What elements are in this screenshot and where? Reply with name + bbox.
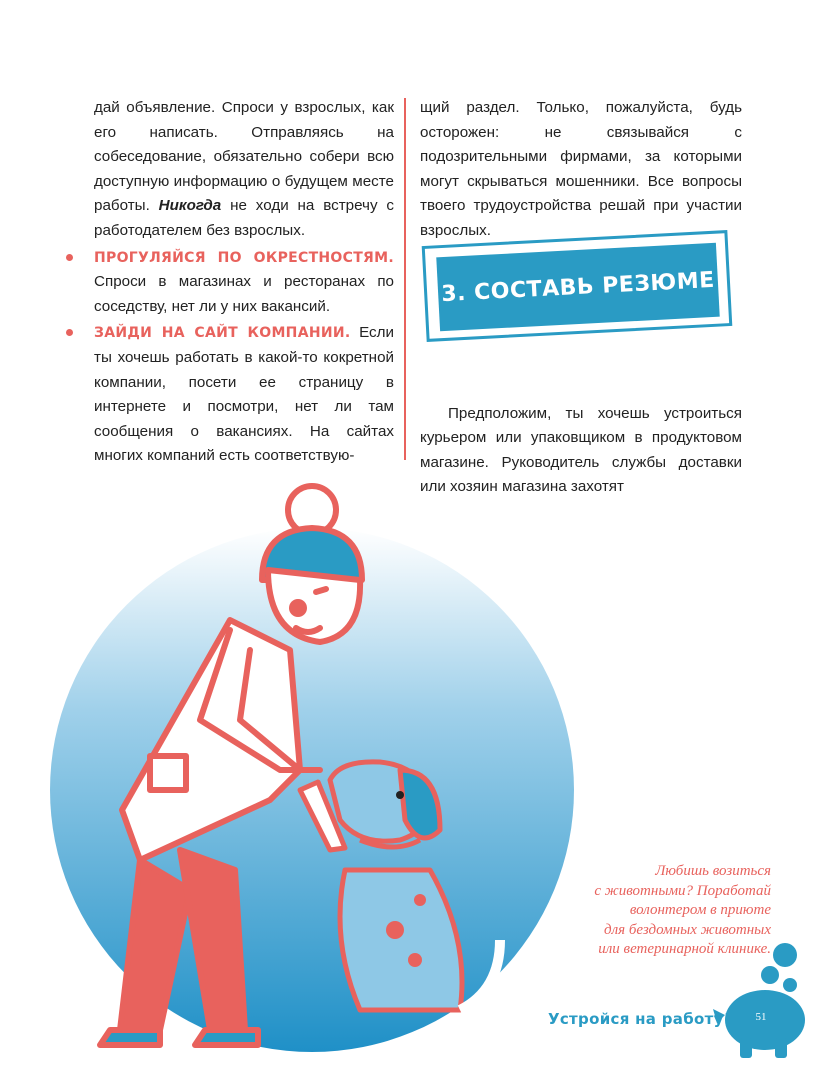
bullet-dot-icon	[66, 329, 73, 336]
bullet-text: Если ты хочешь работать в какой-то кокретной компании, посети ее страницу в интернете и посмотри, нет ли там сообщения о вакансиях. На сайтах многих компаний есть соответствую-	[94, 324, 394, 465]
page-number: 51	[755, 1011, 767, 1023]
left-paragraph	[94, 96, 394, 244]
bullet-dot-icon	[66, 254, 73, 261]
caption-line: для бездомных животных	[604, 921, 771, 938]
bullet-title: ЗАЙДИ НА САЙТ КОМПАНИИ.	[94, 325, 351, 342]
image-caption	[541, 862, 771, 960]
left-column	[94, 96, 394, 469]
bullet-text: Спроси в магазинах и ресторанах по соседству, нет ли у них вакансий.	[94, 273, 394, 315]
shoe	[195, 1030, 258, 1045]
caption-line: волонтером в приюте	[629, 902, 771, 918]
caption-line: Любишь возиться	[655, 863, 771, 879]
volunteer-illustration	[0, 470, 833, 1080]
caption-line: с животными? Поработай	[594, 882, 771, 899]
heading-text: 3. СОСТАВЬ РЕЗЮМЕ	[440, 267, 716, 307]
bullet-title: ПРОГУЛЯЙСЯ ПО ОКРЕСТНОСТЯМ.	[94, 249, 394, 266]
footer-title: Устройся на работу!	[548, 1010, 731, 1028]
coat-pocket	[150, 756, 186, 790]
emphasis-word: Никогда	[158, 197, 222, 215]
piggy-bank-icon	[713, 943, 805, 1058]
column-divider	[404, 98, 406, 460]
section-heading	[424, 238, 734, 348]
shoe	[100, 1030, 160, 1045]
right-paragraph-2: Предположим, ты хочешь устроиться курьером или упаковщиком в продуктовом магазине. Руководитель службы доставки или хозяин магазина захотят	[420, 404, 742, 496]
heading-box	[436, 243, 719, 332]
left-paragraph-end: не ходи на встречу с работодателем без взрослых.	[94, 197, 394, 239]
left-paragraph-text: дай объявление. Спроси у взрослых, как его написать. Отправляясь на собеседование, обязательно собери всю доступную информацию о будущем месте работы.	[94, 99, 394, 215]
bullet-item-2	[94, 321, 394, 469]
caption-line: или ветеринарной клинике.	[598, 941, 771, 957]
right-paragraph-1: щий раздел. Только, пожалуйста, будь осторожен: не связывайся с подозрительными фирмами, за которыми могут скрываться мошенники. Все вопросы твоего трудоустройства решай при участии взрослых.	[420, 99, 742, 239]
bullet-item-1	[94, 246, 394, 320]
